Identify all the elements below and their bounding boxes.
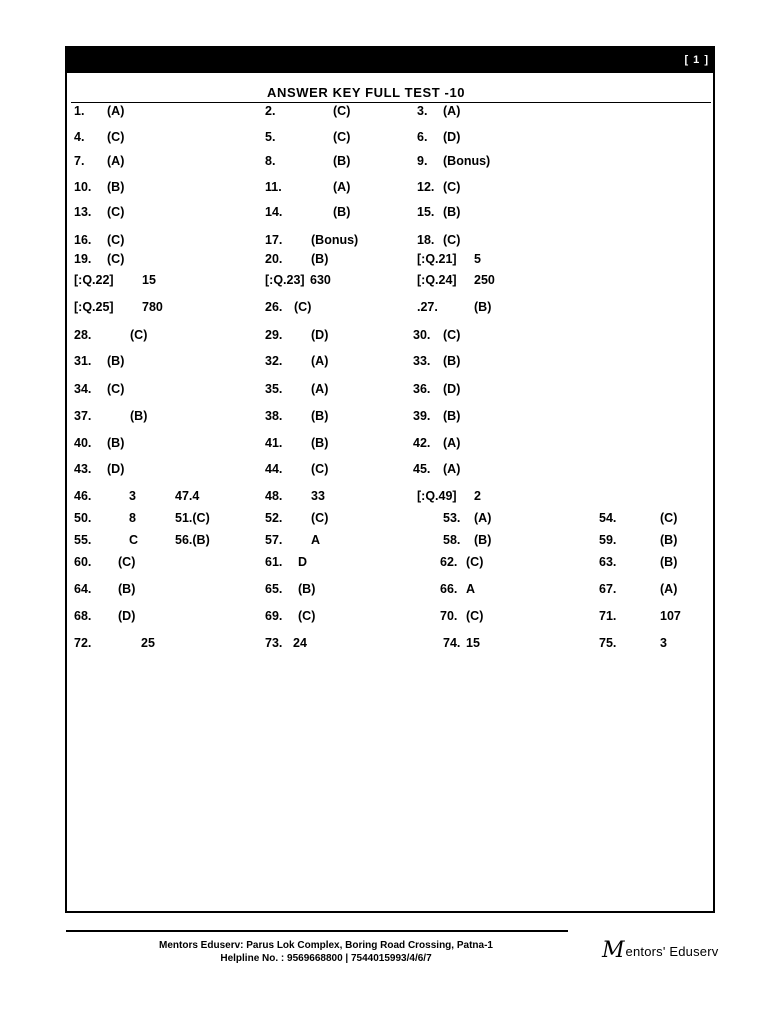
answer-value: (C) (466, 609, 484, 623)
answer-value: (B) (311, 252, 329, 266)
answer-value: (B) (130, 409, 148, 423)
question-number: 39. (413, 409, 431, 423)
answer-value: (B) (443, 205, 461, 219)
answer-value: 24 (293, 636, 307, 650)
question-number: 30. (413, 328, 431, 342)
question-number: 17. (265, 233, 283, 247)
answer-value: 2 (474, 489, 481, 503)
question-number: 9. (417, 154, 428, 168)
answer-value: (D) (107, 462, 125, 476)
question-number: 6. (417, 130, 428, 144)
answer-value: (B) (298, 582, 316, 596)
question-number: 11. (265, 180, 282, 194)
question-number: 28. (74, 328, 92, 342)
answer-value: (A) (474, 511, 492, 525)
answer-value: (A) (311, 354, 329, 368)
question-number: 32. (265, 354, 283, 368)
answer-value: (C) (107, 233, 125, 247)
answer-value: (C) (466, 555, 484, 569)
answer-value: (C) (311, 462, 329, 476)
mentors-eduserv-logo (602, 936, 718, 966)
footer-address: Mentors Eduserv: Parus Lok Complex, Boring Road Crossing, Patna-1 (159, 940, 493, 951)
question-number: 3. (417, 104, 428, 118)
answer-value: (A) (107, 154, 125, 168)
question-number: 29. (265, 328, 283, 342)
question-number: 57. (265, 533, 283, 547)
question-number: 16. (74, 233, 92, 247)
question-number: 44. (265, 462, 283, 476)
answer-value: 3 (129, 489, 136, 503)
answer-value: A (311, 533, 321, 547)
answer-value: (B) (107, 180, 125, 194)
question-number: [:Q.24] (417, 273, 457, 287)
answer-value: 8 (129, 511, 136, 525)
question-number: 70. (440, 609, 458, 623)
answer-value: (B) (443, 354, 461, 368)
question-number: 31. (74, 354, 92, 368)
answer-value: (D) (118, 609, 136, 623)
answer-value: (A) (107, 104, 125, 118)
answer-value: (B) (660, 533, 678, 547)
answer-value: (C) (311, 511, 329, 525)
answer-value: 33 (311, 489, 325, 503)
answer-value: (B) (474, 533, 492, 547)
question-number: 1. (74, 104, 85, 118)
answer-value: 3 (660, 636, 667, 650)
answer-value: (D) (311, 328, 329, 342)
question-number: 41. (265, 436, 283, 450)
answer-value: (C) (107, 252, 125, 266)
answer-value: (A) (443, 436, 461, 450)
header-bar (67, 48, 713, 73)
answer-value: (A) (333, 180, 351, 194)
question-number: [:Q.21] (417, 252, 457, 266)
answer-value: (C) (443, 233, 461, 247)
logo-mark: M (602, 938, 625, 963)
question-number: 38. (265, 409, 283, 423)
question-number: 7. (74, 154, 85, 168)
question-number: 61. (265, 555, 283, 569)
question-number: [:Q.22] (74, 273, 114, 287)
question-number: 4. (74, 130, 85, 144)
answer-value: 107 (660, 609, 681, 623)
question-number: 50. (74, 511, 92, 525)
question-number: 33. (413, 354, 431, 368)
question-number: 8. (265, 154, 276, 168)
question-number: 46. (74, 489, 92, 503)
question-number: 74. (443, 636, 461, 650)
answer-value: 780 (142, 300, 163, 314)
question-number: .27. (417, 300, 438, 314)
question-number: 51.(C) (175, 511, 210, 525)
question-number: 26. (265, 300, 283, 314)
question-number: 69. (265, 609, 283, 623)
page-title: ANSWER KEY FULL TEST -10 (267, 85, 466, 100)
answer-value: (D) (443, 130, 461, 144)
question-number: 13. (74, 205, 92, 219)
question-number: 19. (74, 252, 92, 266)
answer-value: (B) (333, 205, 351, 219)
answer-value: (B) (333, 154, 351, 168)
question-number: 71. (599, 609, 617, 623)
answer-value: (B) (311, 436, 329, 450)
answer-value: (C) (333, 104, 351, 118)
answer-value: (C) (298, 609, 316, 623)
answer-value: (Bonus) (443, 154, 491, 168)
question-number: 15. (417, 205, 435, 219)
logo-text: entors' Eduserv (625, 943, 719, 959)
answer-value: (C) (660, 511, 678, 525)
answer-value: (C) (130, 328, 148, 342)
question-number: 60. (74, 555, 92, 569)
question-number: 2. (265, 104, 276, 118)
question-number: 64. (74, 582, 92, 596)
question-number: 36. (413, 382, 431, 396)
question-number: 67. (599, 582, 617, 596)
question-number: [:Q.23] (265, 273, 305, 287)
answer-value: 630 (310, 273, 331, 287)
answer-value: (B) (118, 582, 136, 596)
question-number: 43. (74, 462, 92, 476)
answer-value: (A) (443, 462, 461, 476)
answer-value: D (298, 555, 308, 569)
title-underline (71, 102, 711, 103)
question-number: [:Q.25] (74, 300, 114, 314)
answer-value: (C) (118, 555, 136, 569)
question-number: 72. (74, 636, 92, 650)
answer-value: C (129, 533, 139, 547)
answer-key-frame (65, 46, 715, 913)
answer-value: A (466, 582, 476, 596)
answer-value: (C) (443, 180, 461, 194)
question-number: 52. (265, 511, 283, 525)
question-number: 56.(B) (175, 533, 210, 547)
answer-value: (A) (311, 382, 329, 396)
question-number: 55. (74, 533, 92, 547)
page-number: [ 1 ] (684, 54, 709, 66)
question-number: 14. (265, 205, 283, 219)
answer-value: (C) (107, 205, 125, 219)
answer-value: 15 (142, 273, 156, 287)
question-number: 62. (440, 555, 458, 569)
question-number: 45. (413, 462, 431, 476)
question-number: 18. (417, 233, 435, 247)
answer-value: (A) (660, 582, 678, 596)
answer-value: 15 (466, 636, 480, 650)
question-number: [:Q.49] (417, 489, 457, 503)
question-number: 58. (443, 533, 461, 547)
question-number: 63. (599, 555, 617, 569)
question-number: 48. (265, 489, 283, 503)
answer-value: (C) (107, 130, 125, 144)
question-number: 65. (265, 582, 283, 596)
question-number: 42. (413, 436, 431, 450)
answer-value: (B) (311, 409, 329, 423)
question-number: 5. (265, 130, 276, 144)
question-number: 37. (74, 409, 92, 423)
answer-value: (B) (107, 436, 125, 450)
answer-value: (B) (107, 354, 125, 368)
question-number: 66. (440, 582, 458, 596)
answer-value: (C) (443, 328, 461, 342)
answer-value: (B) (660, 555, 678, 569)
answer-value: (B) (443, 409, 461, 423)
question-number: 68. (74, 609, 92, 623)
question-number: 73. (265, 636, 283, 650)
answer-value: (B) (474, 300, 492, 314)
question-number: 40. (74, 436, 92, 450)
answer-value: (C) (294, 300, 312, 314)
answer-value: 5 (474, 252, 481, 266)
answer-value: (D) (443, 382, 461, 396)
answer-value: 25 (141, 636, 155, 650)
question-number: 53. (443, 511, 461, 525)
answer-value: (C) (107, 382, 125, 396)
question-number: 12. (417, 180, 435, 194)
footer-divider (66, 930, 568, 932)
question-number: 34. (74, 382, 92, 396)
answer-value: (Bonus) (311, 233, 359, 247)
question-number: 10. (74, 180, 92, 194)
question-number: 59. (599, 533, 617, 547)
question-number: 54. (599, 511, 617, 525)
answer-value: (A) (443, 104, 461, 118)
question-number: 35. (265, 382, 283, 396)
answer-value: (C) (333, 130, 351, 144)
footer-helpline: Helpline No. : 9569668800 | 7544015993/4/6/7 (220, 953, 432, 964)
answer-value: 250 (474, 273, 495, 287)
question-number: 75. (599, 636, 617, 650)
question-number: 20. (265, 252, 283, 266)
question-number: 47.4 (175, 489, 200, 503)
